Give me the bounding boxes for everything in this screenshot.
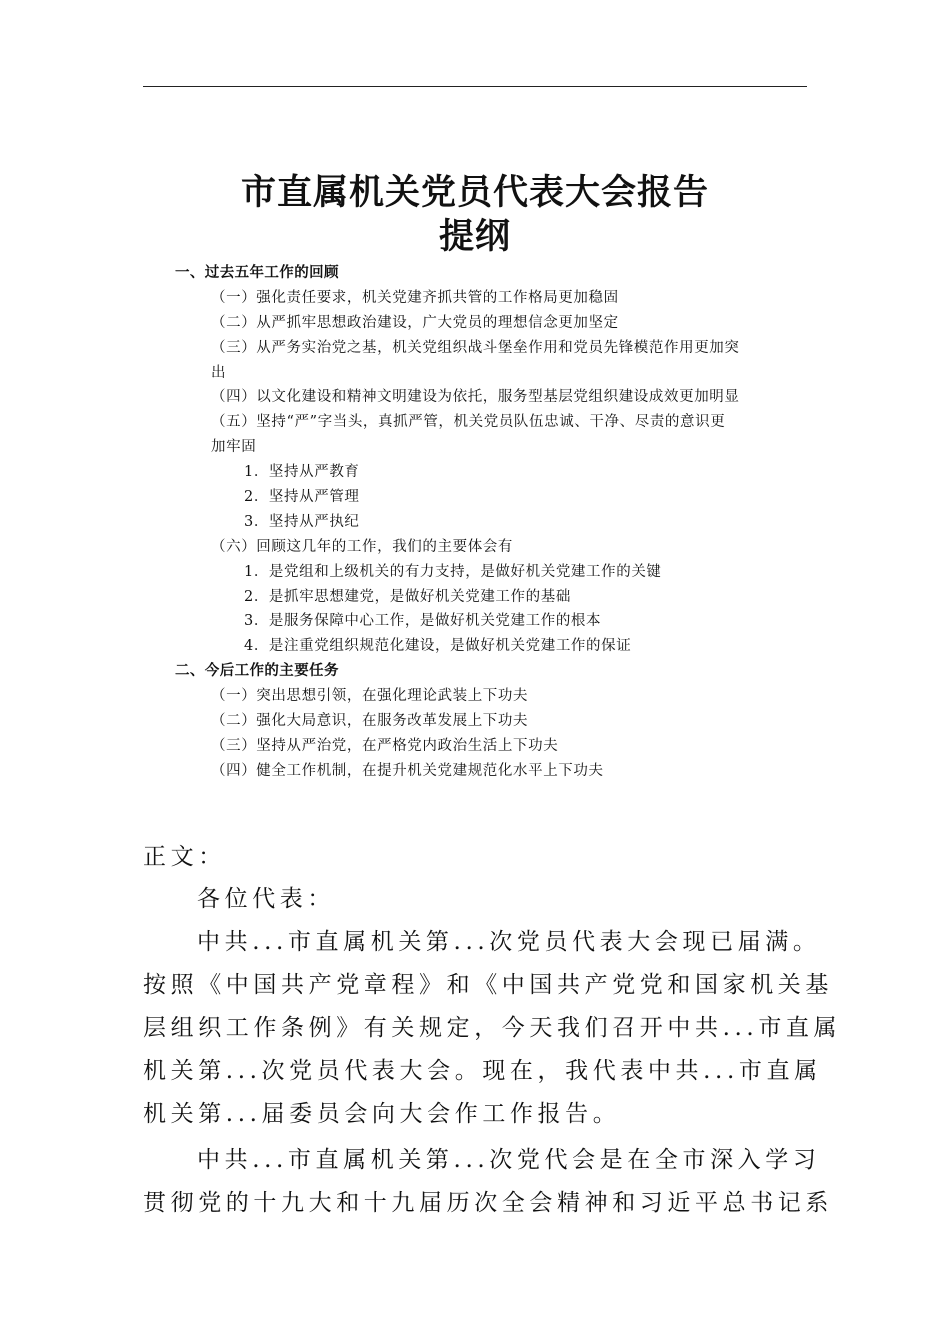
paragraph-line: 贯彻党的十九大和十九届历次全会精神和习近平总书记系 [143, 1190, 833, 1216]
outline-item: （三）从严务实治党之基，机关党组织战斗堡垒作用和党员先锋模范作用更加突 [211, 340, 740, 356]
header-rule [143, 86, 807, 87]
outline-subitem: 1．是党组和上级机关的有力支持，是做好机关党建工作的关键 [244, 564, 662, 580]
outline-section-heading: 二、今后工作的主要任务 [175, 663, 339, 679]
body-label: 正文： [143, 844, 226, 870]
document-title: 市直属机关党员代表大会报告 [240, 173, 709, 213]
paragraph-line: 机关第...届委员会向大会作工作报告。 [143, 1101, 621, 1127]
outline-item-continuation: 加牢固 [211, 439, 257, 455]
paragraph-line: 按照《中国共产党章程》和《中国共产党党和国家机关基 [143, 972, 833, 998]
outline-section-heading: 一、过去五年工作的回顾 [175, 265, 339, 281]
outline-subitem: 3．是服务保障中心工作，是做好机关党建工作的根本 [244, 613, 602, 629]
document-subtitle: 提纲 [438, 217, 511, 257]
outline-item: （四）以文化建设和精神文明建设为依托，服务型基层党组织建设成效更加明显 [211, 389, 740, 405]
paragraph-line: 层组织工作条例》有关规定，今天我们召开中共...市直属 [143, 1015, 842, 1041]
outline-item: （二）强化大局意识，在服务改革发展上下功夫 [211, 713, 529, 729]
paragraph-line: 机关第...次党员代表大会。现在，我代表中共...市直属 [143, 1058, 822, 1084]
outline-item: （二）从严抓牢思想政治建设，广大党员的理想信念更加坚定 [211, 315, 619, 331]
outline-item-continuation: 出 [211, 365, 227, 381]
outline-subitem: 2．是抓牢思想建党，是做好机关党建工作的基础 [244, 589, 571, 605]
outline-subitem: 1．坚持从严教育 [244, 464, 360, 480]
outline-item: （一）突出思想引领，在强化理论武装上下功夫 [211, 688, 529, 704]
outline-subitem: 4．是注重党组织规范化建设，是做好机关党建工作的保证 [244, 638, 632, 654]
outline-item: （五）坚持“严”字当头，真抓严管，机关党员队伍忠诚、干净、尽责的意识更 [211, 414, 726, 430]
paragraph-line: 中共...市直属机关第...次党代会是在全市深入学习 [197, 1147, 821, 1173]
paragraph-line: 中共...市直属机关第...次党员代表大会现已届满。 [197, 929, 821, 955]
outline-item: （三）坚持从严治党，在严格党内政治生活上下功夫 [211, 738, 559, 754]
outline-item: （四）健全工作机制，在提升机关党建规范化水平上下功夫 [211, 763, 604, 779]
outline-subitem: 3．坚持从严执纪 [244, 514, 360, 530]
salutation: 各位代表： [197, 886, 335, 912]
outline-subitem: 2．坚持从严管理 [244, 489, 360, 505]
outline-item: （六）回顾这几年的工作，我们的主要体会有 [211, 539, 513, 555]
outline-item: （一）强化责任要求，机关党建齐抓共管的工作格局更加稳固 [211, 290, 619, 306]
